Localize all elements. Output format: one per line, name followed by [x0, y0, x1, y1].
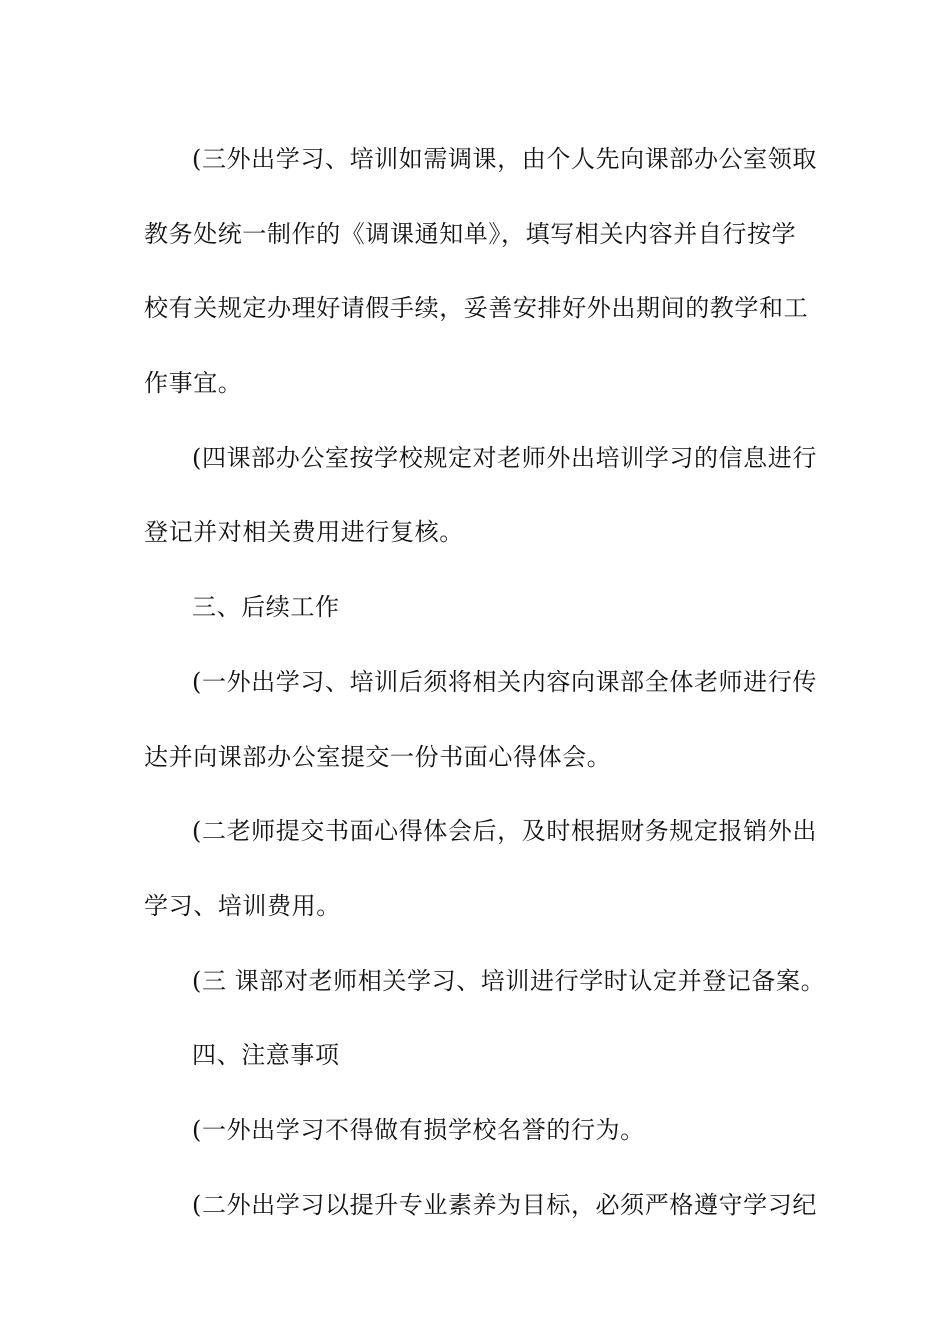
paragraph-line: 教务处统一制作的《调课通知单》，填写相关内容并自行按学: [144, 219, 797, 248]
paragraph-line: 作事宜。: [144, 369, 243, 398]
section-heading: 三、后续工作: [192, 593, 340, 622]
paragraph-line: (三 课部对老师相关学习、培训进行学时认定并登记备案。: [192, 966, 826, 995]
paragraph-line: 达并向课部办公室提交一份书面心得体会。: [144, 742, 612, 771]
paragraph-line: (四课部办公室按学校规定对老师外出培训学习的信息进行: [192, 443, 817, 472]
section-heading: 四、注意事项: [192, 1041, 340, 1070]
paragraph-line: (二老师提交书面心得体会后，及时根据财务规定报销外出: [192, 817, 817, 846]
paragraph-line: 学习、培训费用。: [144, 891, 341, 920]
paragraph-line: (一外出学习不得做有损学校名誉的行为。: [192, 1115, 645, 1144]
paragraph-line: (二外出学习以提升专业素养为目标，必须严格遵守学习纪: [192, 1190, 817, 1219]
paragraph-line: 登记并对相关费用进行复核。: [144, 518, 464, 547]
paragraph-line: 校有关规定办理好请假手续，妥善安排好外出期间的教学和工: [144, 294, 809, 323]
document-body: [144, 122, 826, 1242]
paragraph-line: (三外出学习、培训如需调课，由个人先向课部办公室领取: [192, 145, 817, 173]
paragraph-line: (一外出学习、培训后须将相关内容向课部全体老师进行传: [192, 667, 817, 696]
